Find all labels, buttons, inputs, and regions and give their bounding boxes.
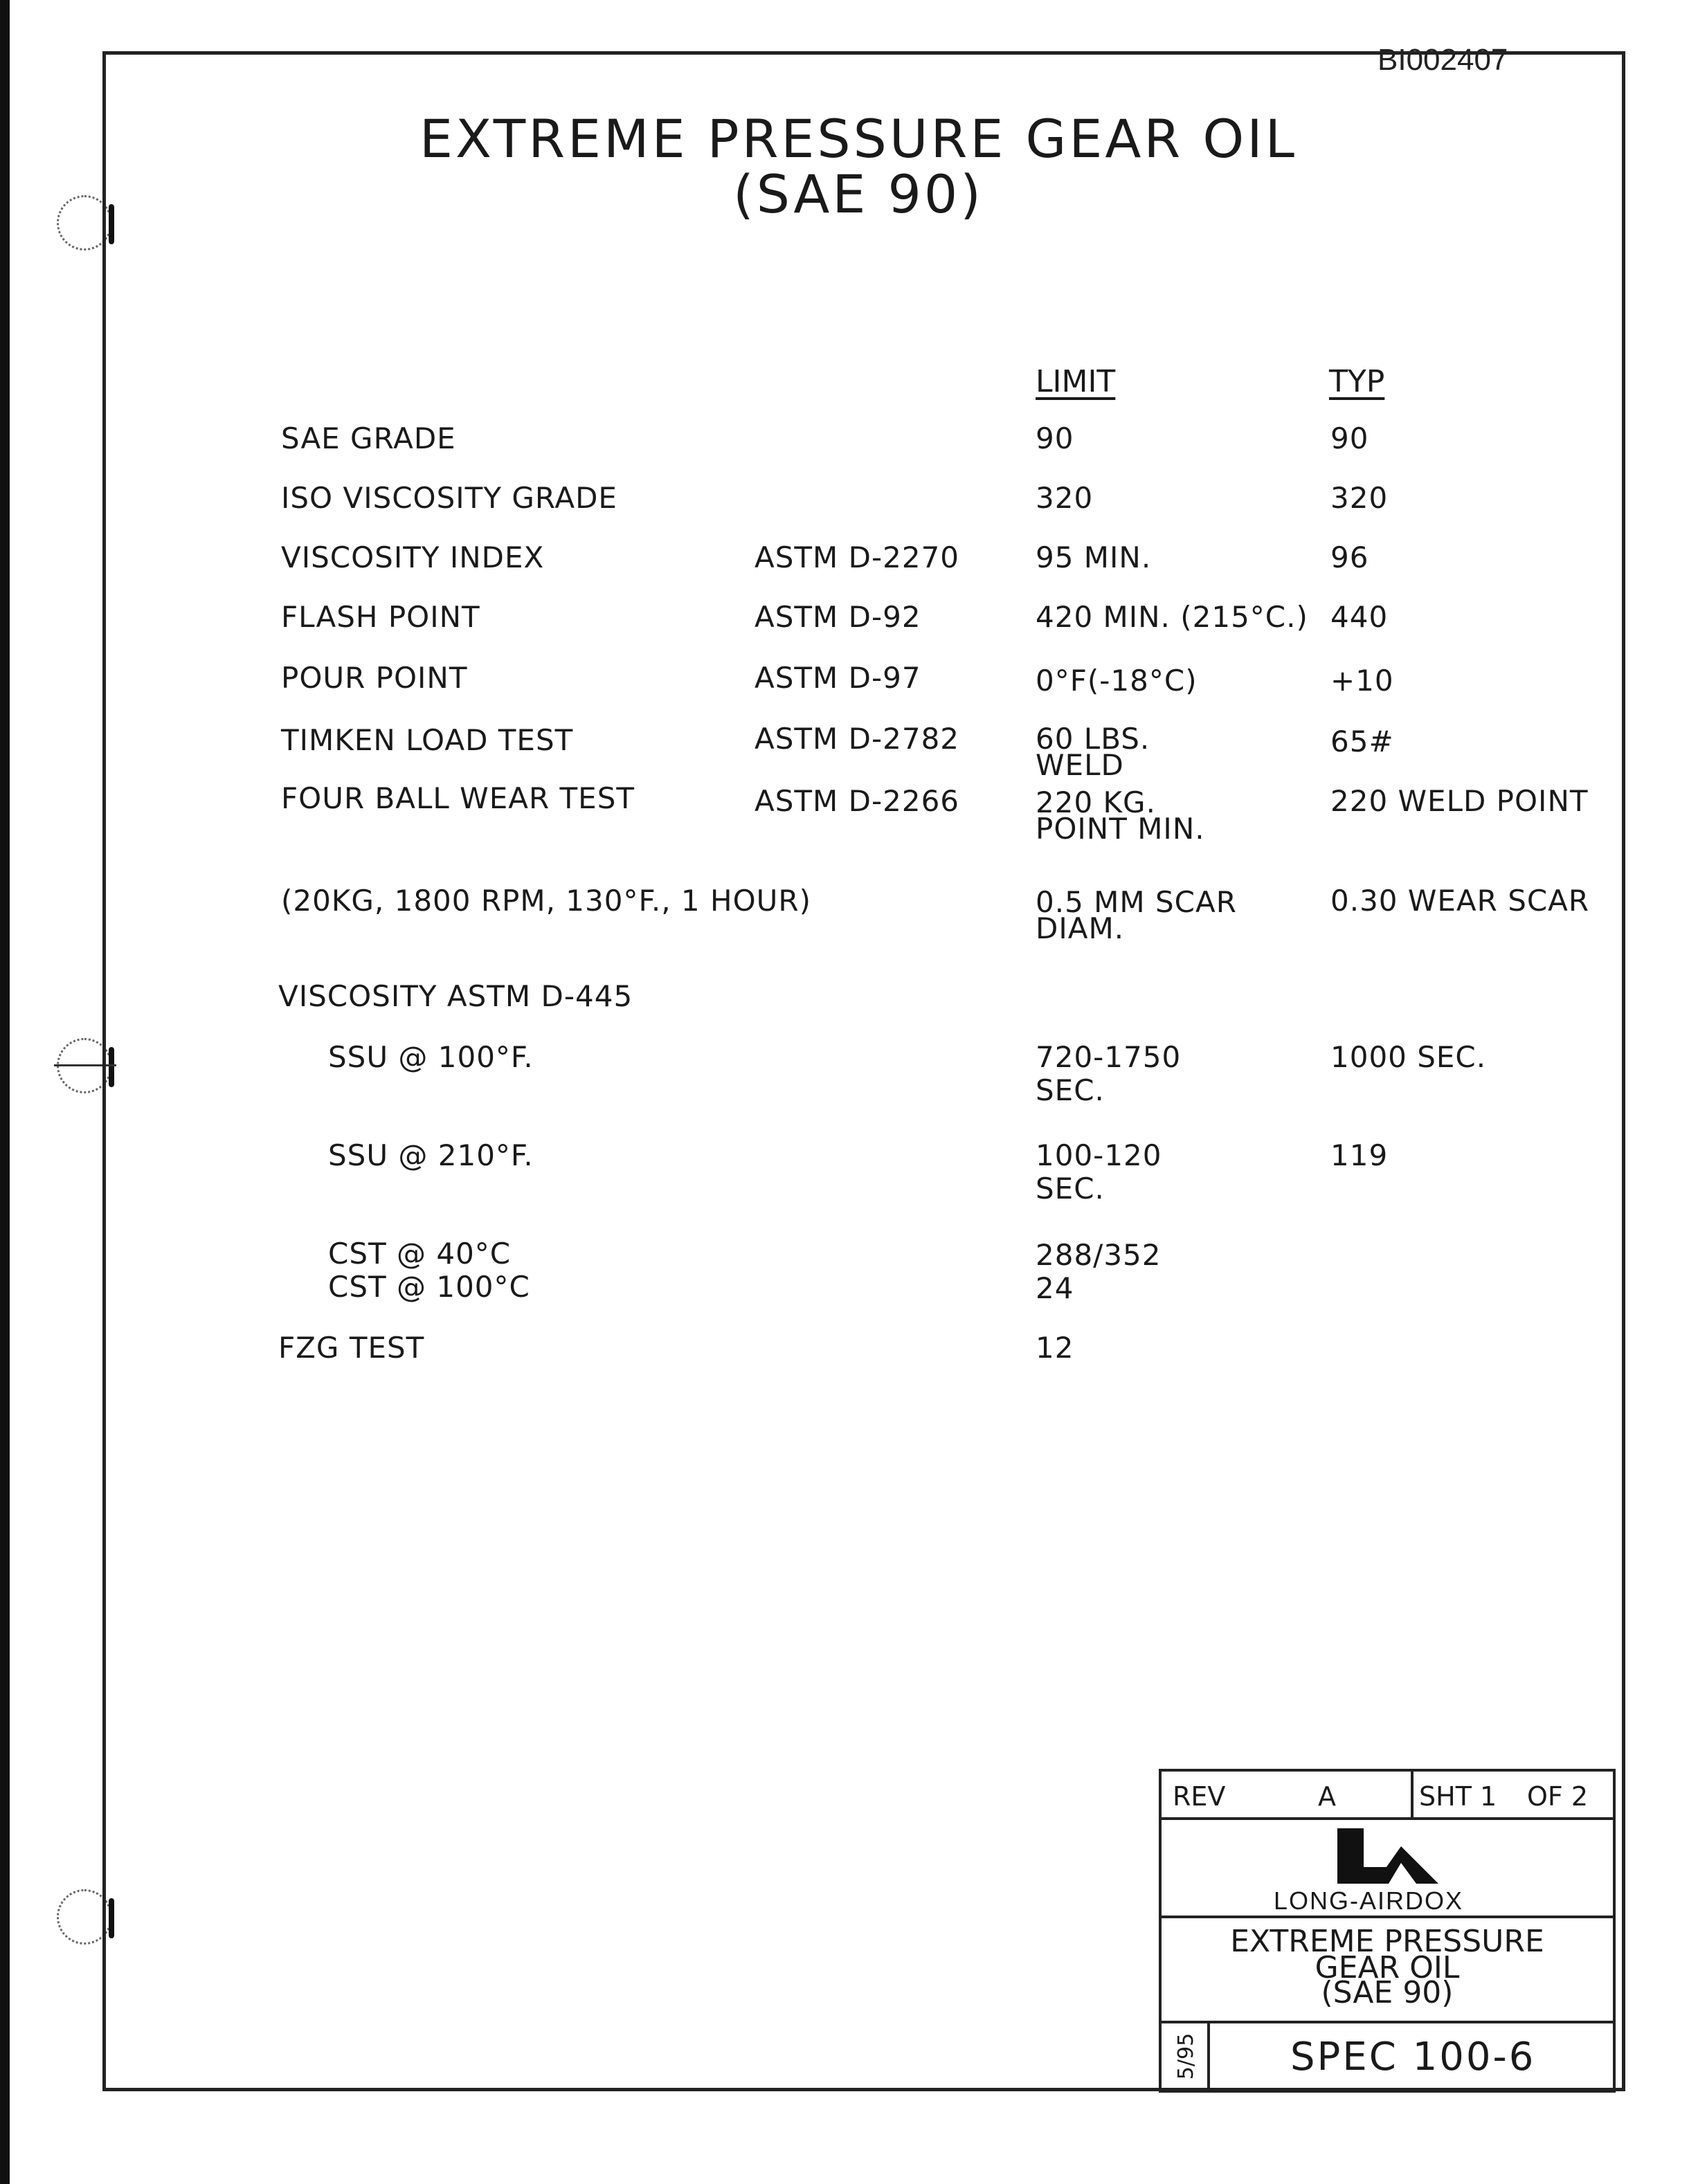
- scan-edge: [0, 0, 10, 2184]
- limit-value-line2: SEC.: [1036, 1172, 1105, 1205]
- property-label: VISCOSITY ASTM D-445: [278, 979, 633, 1013]
- limit-value: 288/352: [1036, 1238, 1162, 1272]
- property-label: SSU @ 210°F.: [328, 1138, 534, 1172]
- title-block-spec-row: [1162, 2023, 1613, 2090]
- title-block-title-line2: GEAR OIL: [1315, 1950, 1460, 1985]
- title-block-title-line3: (SAE 90): [1321, 1975, 1454, 2010]
- property-label: ISO VISCOSITY GRADE: [281, 481, 617, 515]
- typical-value: 1000 SEC.: [1330, 1040, 1487, 1074]
- document-title-line1: EXTREME PRESSURE GEAR OIL: [419, 108, 1297, 170]
- property-label: CST @ 40°C: [328, 1237, 512, 1271]
- limit-value-line2: SEC.: [1036, 1073, 1105, 1107]
- title-block-title-line1: EXTREME PRESSURE: [1230, 1924, 1544, 1959]
- title-block-divider: [1411, 1772, 1413, 1817]
- title-block-title-row: [1162, 1918, 1613, 2023]
- test-method: ASTM D-2266: [755, 784, 960, 818]
- limit-value: 220 KG.: [1036, 785, 1156, 819]
- typical-value: +10: [1330, 664, 1394, 698]
- title-block-divider: [1207, 2023, 1210, 2090]
- property-label: VISCOSITY INDEX: [281, 540, 545, 574]
- rev-value: A: [1318, 1781, 1336, 1812]
- limit-value: 420 MIN. (215°C.): [1036, 600, 1308, 634]
- typical-value: 320: [1330, 481, 1389, 515]
- sheet-total: OF 2: [1527, 1781, 1589, 1812]
- test-method: ASTM D-2782: [755, 722, 960, 756]
- limit-value: 95 MIN.: [1036, 540, 1152, 574]
- long-airdox-logo-icon: [1335, 1826, 1445, 1885]
- limit-value: 0.5 MM SCAR: [1036, 885, 1237, 919]
- property-label: SSU @ 100°F.: [328, 1040, 534, 1074]
- property-label: SAE GRADE: [281, 421, 456, 455]
- sheet-number: SHT 1: [1419, 1781, 1497, 1812]
- typical-value: 65#: [1330, 725, 1394, 758]
- property-label: FOUR BALL WEAR TEST: [281, 781, 635, 815]
- property-label: FZG TEST: [278, 1331, 425, 1365]
- property-label: CST @ 100°C: [328, 1270, 530, 1304]
- limit-value: 100-120: [1036, 1138, 1162, 1172]
- limit-value-line2: WELD: [1036, 748, 1124, 782]
- test-method: ASTM D-97: [755, 661, 921, 695]
- title-block: [1159, 1769, 1616, 2093]
- test-method: ASTM D-92: [755, 600, 921, 634]
- revision-date: 5/95: [1174, 2032, 1199, 2080]
- property-label: TIMKEN LOAD TEST: [281, 723, 574, 757]
- property-label: (20KG, 1800 RPM, 130°F., 1 HOUR): [281, 884, 811, 918]
- typical-value: 220 WELD POINT: [1330, 784, 1589, 818]
- limit-value: 24: [1036, 1271, 1074, 1305]
- limit-value: 320: [1036, 481, 1094, 515]
- column-header-typ: TYP: [1329, 364, 1385, 399]
- limit-value-line2: POINT MIN.: [1036, 812, 1205, 846]
- typical-value: 90: [1330, 421, 1369, 455]
- test-method: ASTM D-2270: [755, 540, 960, 574]
- title-block-rev-row: [1162, 1772, 1613, 1820]
- document-id: BI002407: [1378, 43, 1508, 77]
- limit-value: 720-1750: [1036, 1040, 1182, 1074]
- typical-value: 440: [1330, 600, 1389, 634]
- limit-value-line2: DIAM.: [1036, 911, 1125, 945]
- spec-number: SPEC 100-6: [1290, 2035, 1536, 2080]
- typical-value: 119: [1330, 1138, 1389, 1172]
- column-header-limit: LIMIT: [1036, 364, 1116, 399]
- property-label: FLASH POINT: [281, 600, 480, 634]
- title-block-logo-row: [1162, 1820, 1613, 1918]
- limit-value: 12: [1036, 1331, 1074, 1365]
- limit-value: 90: [1036, 421, 1074, 455]
- document-title-line2: (SAE 90): [733, 163, 984, 225]
- typical-value: 0.30 WEAR SCAR: [1330, 884, 1590, 918]
- typical-value: 96: [1330, 540, 1369, 574]
- property-label: POUR POINT: [281, 661, 468, 695]
- limit-value: 60 LBS.: [1036, 722, 1150, 756]
- limit-value: 0°F(-18°C): [1036, 664, 1198, 698]
- rev-label: REV: [1173, 1781, 1226, 1812]
- company-name: LONG-AIRDOX: [1274, 1886, 1464, 1915]
